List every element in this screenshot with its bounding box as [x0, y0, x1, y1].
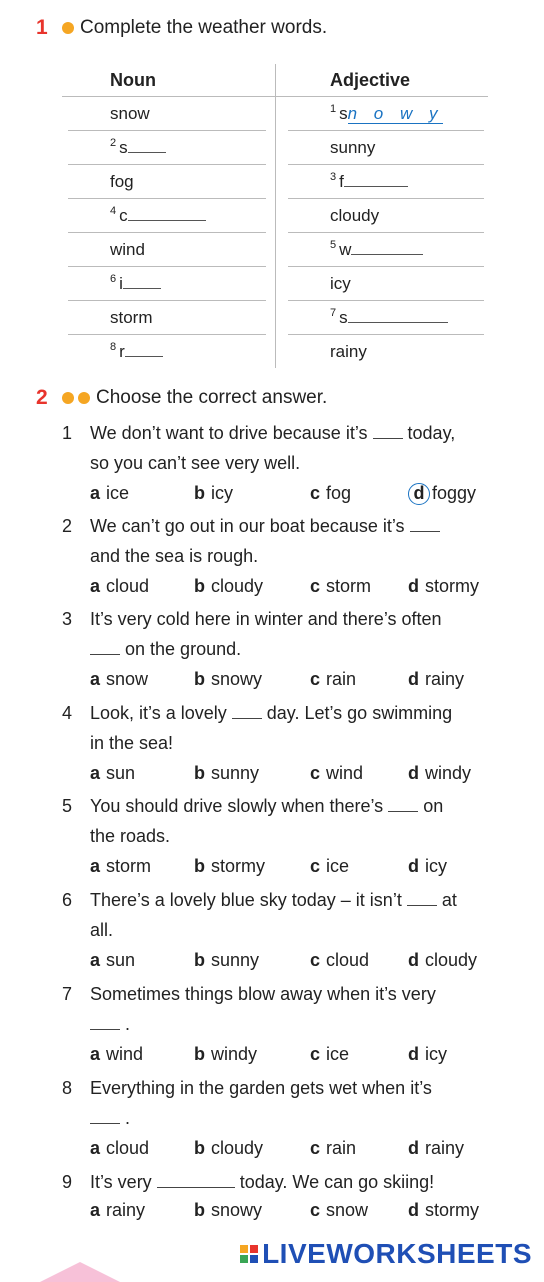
liveworksheets-logo — [240, 1238, 532, 1270]
answer-option[interactable] — [194, 573, 263, 599]
question-text: today. We can go skiing! — [239, 1172, 435, 1192]
option-text: wind — [326, 763, 364, 783]
option-letter: d — [408, 1138, 419, 1158]
column-divider — [275, 64, 276, 368]
item-number: 7 — [330, 307, 337, 319]
option-letter: d — [408, 1200, 419, 1220]
table-rule — [288, 198, 484, 199]
answer-option[interactable] — [310, 1135, 356, 1161]
option-letter: b — [194, 1200, 205, 1220]
answer-blank[interactable] — [344, 172, 408, 187]
noun-header: Noun — [110, 70, 156, 90]
filled-answer[interactable]: n o w y — [347, 104, 444, 123]
option-text: snow — [106, 669, 149, 689]
option-letter: d — [408, 763, 419, 783]
table-rule — [68, 130, 266, 131]
question — [62, 511, 502, 571]
option-text: cloudy — [211, 1138, 264, 1158]
answer-option[interactable] — [90, 1135, 149, 1161]
answer-option[interactable] — [310, 947, 369, 973]
option-text: ice — [326, 1044, 350, 1064]
option-text: storm — [326, 576, 372, 596]
difficulty-dot-icon — [62, 22, 74, 34]
exercise-title: Choose the correct answer. — [96, 387, 328, 408]
adjective-cell[interactable] — [330, 240, 423, 260]
option-text: sunny — [211, 763, 260, 783]
difficulty-dot-icon — [62, 392, 74, 404]
answer-gap[interactable] — [410, 517, 440, 532]
option-text: ice — [326, 856, 350, 876]
option-letter: a — [90, 950, 101, 970]
decorative-corner — [40, 1262, 120, 1282]
answer-option[interactable] — [194, 853, 265, 879]
table-rule — [288, 130, 484, 131]
table-rule — [288, 334, 484, 335]
answer-option[interactable] — [408, 853, 447, 879]
answer-blank[interactable] — [351, 240, 423, 255]
answer-gap[interactable] — [90, 640, 120, 655]
question-text: so you can’t see very well. — [90, 453, 301, 473]
answer-option[interactable] — [408, 573, 479, 599]
option-text: rain — [326, 669, 357, 689]
noun-word: snow — [110, 104, 150, 123]
exercise-title: Complete the weather words. — [80, 17, 328, 38]
answer-option[interactable] — [194, 1197, 262, 1223]
word-start: s — [119, 138, 128, 157]
answer-gap[interactable] — [157, 1173, 235, 1188]
option-text: cloud — [106, 1138, 150, 1158]
option-letter: d — [408, 669, 419, 689]
question-text: in the sea! — [90, 733, 174, 753]
word-start: f — [339, 172, 344, 191]
answer-option[interactable] — [408, 1197, 479, 1223]
word-start: c — [119, 206, 128, 225]
item-number: 8 — [110, 341, 117, 353]
option-letter: c — [310, 950, 321, 970]
word-start: w — [339, 240, 352, 259]
exercise-1-heading — [36, 16, 327, 40]
question-text: We don’t want to drive because it’s — [90, 423, 368, 443]
question-text: Everything in the garden gets wet when it’s — [90, 1078, 432, 1098]
question-number: 8 — [62, 1078, 73, 1098]
option-letter: b — [194, 669, 205, 689]
question — [62, 1167, 502, 1197]
question-number: 3 — [62, 609, 73, 629]
answer-option[interactable] — [194, 760, 259, 786]
option-text: cloud — [106, 576, 150, 596]
question-number: 5 — [62, 796, 73, 816]
option-text: icy — [425, 856, 447, 876]
question-number: 2 — [62, 516, 73, 536]
answer-blank[interactable] — [128, 206, 206, 221]
answer-option[interactable] — [310, 480, 351, 506]
option-letter: d — [408, 576, 419, 596]
question-text: all. — [90, 920, 114, 940]
option-text: stormy — [425, 1200, 479, 1220]
table-rule — [288, 266, 484, 267]
option-text: stormy — [211, 856, 265, 876]
option-letter: b — [194, 1044, 205, 1064]
word-start: i — [119, 274, 123, 293]
question-number: 6 — [62, 890, 73, 910]
answer-option[interactable] — [90, 947, 135, 973]
answer-option[interactable] — [408, 1041, 447, 1067]
option-letter: a — [90, 1138, 101, 1158]
logo-icon — [240, 1245, 258, 1263]
table-rule — [288, 232, 484, 233]
option-text: sun — [106, 763, 136, 783]
adjective-header: Adjective — [330, 70, 411, 90]
option-text: windy — [211, 1044, 258, 1064]
option-text: snow — [326, 1200, 369, 1220]
exercise-number: 1 — [36, 16, 48, 39]
answer-option[interactable] — [408, 760, 471, 786]
option-text: windy — [425, 763, 472, 783]
question-text: You should drive slowly when there’s — [90, 796, 384, 816]
item-number: 1 — [330, 103, 337, 115]
question — [62, 979, 502, 1039]
exercise-number: 2 — [36, 386, 48, 409]
noun-cell — [110, 104, 150, 124]
option-letter: a — [90, 856, 101, 876]
difficulty-dot-icon — [78, 392, 90, 404]
table-rule — [288, 164, 484, 165]
option-text: sunny — [211, 950, 260, 970]
option-text: rainy — [106, 1200, 146, 1220]
logo-text: LIVEWORKSHEETS — [262, 1238, 532, 1269]
answer-option[interactable] — [194, 947, 259, 973]
option-letter: c — [310, 483, 321, 503]
question — [62, 418, 502, 478]
answer-option[interactable] — [90, 853, 151, 879]
option-letter: c — [310, 856, 321, 876]
weather-words-table — [62, 64, 492, 368]
option-letter: d — [408, 856, 419, 876]
adjective-cell — [330, 274, 351, 294]
exercise-2-heading — [36, 386, 327, 410]
option-letter: c — [310, 669, 321, 689]
option-letter: a — [90, 1200, 101, 1220]
adjective-word: cloudy — [330, 206, 380, 225]
option-letter: a — [90, 1044, 101, 1064]
adjective-cell[interactable] — [330, 104, 443, 124]
word-start: s — [339, 104, 348, 123]
option-text: icy — [211, 483, 233, 503]
table-rule — [68, 198, 266, 199]
adjective-cell — [330, 138, 375, 158]
adjective-cell — [330, 342, 367, 362]
answer-option[interactable] — [194, 1135, 263, 1161]
question — [62, 698, 502, 758]
answer-blank[interactable] — [128, 138, 166, 153]
question — [62, 791, 502, 851]
answer-option[interactable] — [90, 1197, 145, 1223]
option-letter: a — [90, 483, 101, 503]
item-number: 5 — [330, 239, 337, 251]
item-number: 3 — [330, 171, 337, 183]
answer-option[interactable] — [90, 760, 135, 786]
answer-option[interactable] — [408, 1135, 464, 1161]
noun-cell[interactable] — [110, 342, 163, 362]
question — [62, 885, 502, 945]
question-text: . — [125, 1014, 131, 1034]
option-letter: c — [310, 576, 321, 596]
option-letter: b — [194, 856, 205, 876]
question-text: on — [423, 796, 444, 816]
noun-cell — [110, 172, 134, 192]
question-text: . — [125, 1108, 131, 1128]
option-letter: c — [310, 763, 321, 783]
answer-gap[interactable] — [373, 424, 403, 439]
option-letter: a — [90, 669, 101, 689]
option-letter: b — [194, 950, 205, 970]
answer-option[interactable] — [310, 1041, 349, 1067]
question — [62, 1073, 502, 1133]
adjective-word: icy — [330, 274, 351, 293]
answer-gap[interactable] — [90, 1109, 120, 1124]
answer-option[interactable] — [194, 480, 233, 506]
option-letter: c — [310, 1200, 321, 1220]
noun-cell[interactable] — [110, 206, 206, 226]
option-letter: a — [90, 763, 101, 783]
adjective-word: rainy — [330, 342, 367, 361]
question-number: 4 — [62, 703, 73, 723]
noun-word: storm — [110, 308, 153, 327]
answer-option[interactable] — [408, 947, 477, 973]
table-rule — [68, 300, 266, 301]
question-text: and the sea is rough. — [90, 546, 259, 566]
answer-gap[interactable] — [388, 797, 418, 812]
word-start: r — [119, 342, 125, 361]
table-rule — [68, 266, 266, 267]
answer-gap[interactable] — [232, 704, 262, 719]
answer-option[interactable] — [310, 666, 356, 692]
question — [62, 604, 502, 664]
table-rule — [68, 164, 266, 165]
question-number: 9 — [62, 1172, 73, 1192]
question-text: day. Let’s go swimming — [266, 703, 453, 723]
option-text: snowy — [211, 1200, 263, 1220]
option-letter: b — [194, 483, 205, 503]
noun-word: fog — [110, 172, 134, 191]
answer-gap[interactable] — [407, 891, 437, 906]
table-rule — [62, 96, 488, 97]
option-text: wind — [106, 1044, 144, 1064]
option-text: ice — [106, 483, 130, 503]
option-text: rain — [326, 1138, 357, 1158]
table-rule — [68, 334, 266, 335]
question-number: 7 — [62, 984, 73, 1004]
question-text: the roads. — [90, 826, 171, 846]
option-letter: b — [194, 763, 205, 783]
option-text: fog — [326, 483, 352, 503]
answer-option[interactable] — [90, 573, 149, 599]
question-text: Sometimes things blow away when it’s very — [90, 984, 436, 1004]
option-letter: c — [310, 1044, 321, 1064]
selected-answer-circle: d — [408, 483, 430, 505]
answer-blank[interactable] — [123, 274, 161, 289]
option-text: rainy — [425, 669, 465, 689]
option-text: snowy — [211, 669, 263, 689]
answer-option[interactable] — [90, 480, 129, 506]
option-text: cloud — [326, 950, 370, 970]
question-text: It’s very cold here in winter and there’s often — [90, 609, 442, 629]
option-text: sun — [106, 950, 136, 970]
option-letter: c — [310, 1138, 321, 1158]
option-text: stormy — [425, 576, 479, 596]
question-text: at — [441, 890, 457, 910]
question-text: on the ground. — [125, 639, 242, 659]
item-number: 6 — [110, 273, 117, 285]
answer-blank[interactable] — [125, 342, 163, 357]
noun-cell[interactable] — [110, 138, 166, 158]
option-letter: a — [90, 576, 101, 596]
answer-option[interactable] — [310, 1197, 368, 1223]
noun-word: wind — [110, 240, 145, 259]
answer-option[interactable] — [310, 760, 363, 786]
question-text: today, — [407, 423, 456, 443]
question-text: Look, it’s a lovely — [90, 703, 227, 723]
table-rule — [68, 232, 266, 233]
answer-option[interactable] — [90, 1041, 143, 1067]
answer-option[interactable] — [310, 573, 371, 599]
answer-blank[interactable] — [348, 308, 448, 323]
question-text: There’s a lovely blue sky today – it isn’t — [90, 890, 402, 910]
answer-option[interactable] — [90, 666, 148, 692]
adjective-cell[interactable] — [330, 308, 448, 328]
option-text: cloudy — [211, 576, 264, 596]
word-start: s — [339, 308, 348, 327]
question-text: We can’t go out in our boat because it’s — [90, 516, 405, 536]
answer-option[interactable] — [408, 480, 476, 506]
item-number: 2 — [110, 137, 117, 149]
item-number: 4 — [110, 205, 117, 217]
option-text: storm — [106, 856, 152, 876]
answer-option[interactable] — [194, 1041, 257, 1067]
option-letter: b — [194, 1138, 205, 1158]
answer-option[interactable] — [408, 666, 464, 692]
noun-cell — [110, 240, 145, 260]
question-number: 1 — [62, 423, 73, 443]
question-text: It’s very — [90, 1172, 152, 1192]
option-text: icy — [425, 1044, 447, 1064]
noun-cell[interactable] — [110, 274, 161, 294]
option-letter: d — [408, 950, 419, 970]
noun-cell — [110, 308, 153, 328]
option-letter: b — [194, 576, 205, 596]
answer-option[interactable] — [194, 666, 262, 692]
option-text: foggy — [432, 483, 477, 503]
option-text: cloudy — [425, 950, 478, 970]
adjective-word: sunny — [330, 138, 376, 157]
answer-option[interactable] — [310, 853, 349, 879]
adjective-cell[interactable] — [330, 172, 408, 192]
table-rule — [288, 300, 484, 301]
option-text: rainy — [425, 1138, 465, 1158]
option-letter: d — [408, 1044, 419, 1064]
adjective-cell — [330, 206, 379, 226]
answer-gap[interactable] — [90, 1015, 120, 1030]
